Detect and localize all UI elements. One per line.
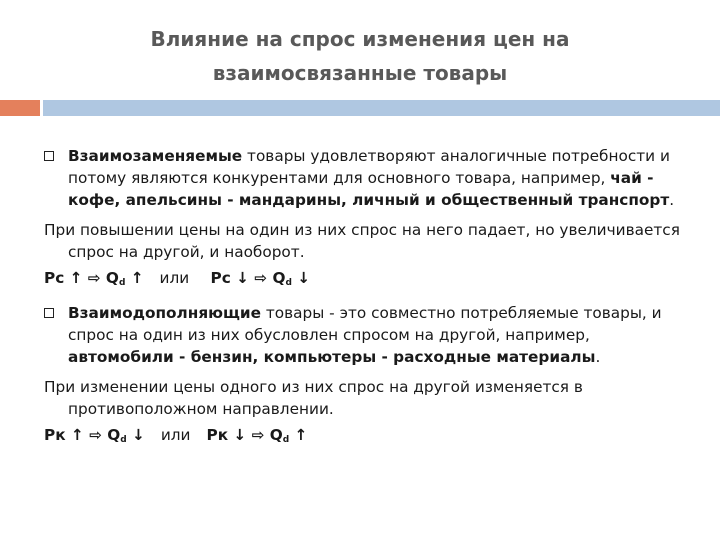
- outline-right-arrow-icon: ⇨: [89, 426, 102, 444]
- substitutes-price-effect: При повышении цены на один из них спрос на него падает, но увеличивается спрос на другой, и наоборот.: [44, 221, 680, 261]
- arrow-down-icon: ↓: [236, 269, 249, 287]
- arrow-up-icon: ↑: [70, 426, 84, 444]
- bullet-complements: [44, 302, 694, 368]
- bullet-complements-text: товары - это совместно потребляемые товары, и спрос на один из них обусловлен спросом на другой, например,: [68, 304, 662, 344]
- price-symbol: Pк: [44, 426, 66, 444]
- arrow-up-icon: ↑: [130, 269, 144, 287]
- arrow-down-icon: ↓: [233, 426, 247, 444]
- price-symbol: Pc: [210, 269, 231, 287]
- price-symbol: Pк: [206, 426, 229, 444]
- demand-symbol: $Q_d$: [272, 269, 292, 288]
- substitutes-formula: [44, 267, 694, 294]
- arrow-up-icon: ↑: [69, 269, 83, 287]
- bullet-substitutes-text: товары удовлетворяют аналогичные потребности и потому являются конкурентами для основного товара, например,: [68, 147, 670, 187]
- bullet-substitutes-end: .: [669, 191, 675, 209]
- arrow-down-icon: ↓: [132, 426, 145, 444]
- outline-right-arrow-icon: ⇨: [254, 269, 268, 287]
- term-substitutes: Взаимозаменяемые: [68, 147, 243, 165]
- complements-examples: автомобили - бензин, компьютеры - расходные материалы: [68, 348, 596, 366]
- or-label: или: [160, 426, 191, 444]
- outline-right-arrow-icon: ⇨: [251, 426, 265, 444]
- checkbox-icon: [44, 151, 54, 161]
- bullet-substitutes: [44, 145, 694, 211]
- demand-symbol: $Q_d$: [105, 269, 126, 288]
- term-complements: Взаимодополняющие: [68, 304, 262, 322]
- accent-bar-orange: [0, 100, 40, 116]
- title-line-1: Влияние на спрос изменения цен на: [150, 27, 570, 51]
- slide-title: [60, 22, 660, 90]
- substitutes-examples: чай - кофе, апельсины - мандарины, личный и общественный транспорт: [68, 169, 670, 209]
- complements-price-effect: При изменении цены одного из них спрос на другой изменяется в противоположном направлении.: [44, 378, 583, 418]
- accent-bar-divider: [40, 100, 43, 116]
- complements-formula: [44, 424, 694, 451]
- demand-symbol: $Q_d$: [269, 426, 290, 445]
- checkbox-icon: [44, 308, 54, 318]
- title-line-2: взаимосвязанные товары: [212, 61, 508, 85]
- outline-right-arrow-icon: ⇨: [87, 269, 101, 287]
- price-symbol: Pc: [44, 269, 65, 287]
- accent-bar-blue: [40, 100, 720, 116]
- bullet-complements-end: .: [595, 348, 601, 366]
- arrow-down-icon: ↓: [297, 269, 311, 287]
- demand-symbol: $Q_d$: [107, 426, 127, 445]
- arrow-up-icon: ↑: [294, 426, 308, 444]
- or-label: или: [159, 269, 190, 287]
- slide-body: [44, 145, 694, 451]
